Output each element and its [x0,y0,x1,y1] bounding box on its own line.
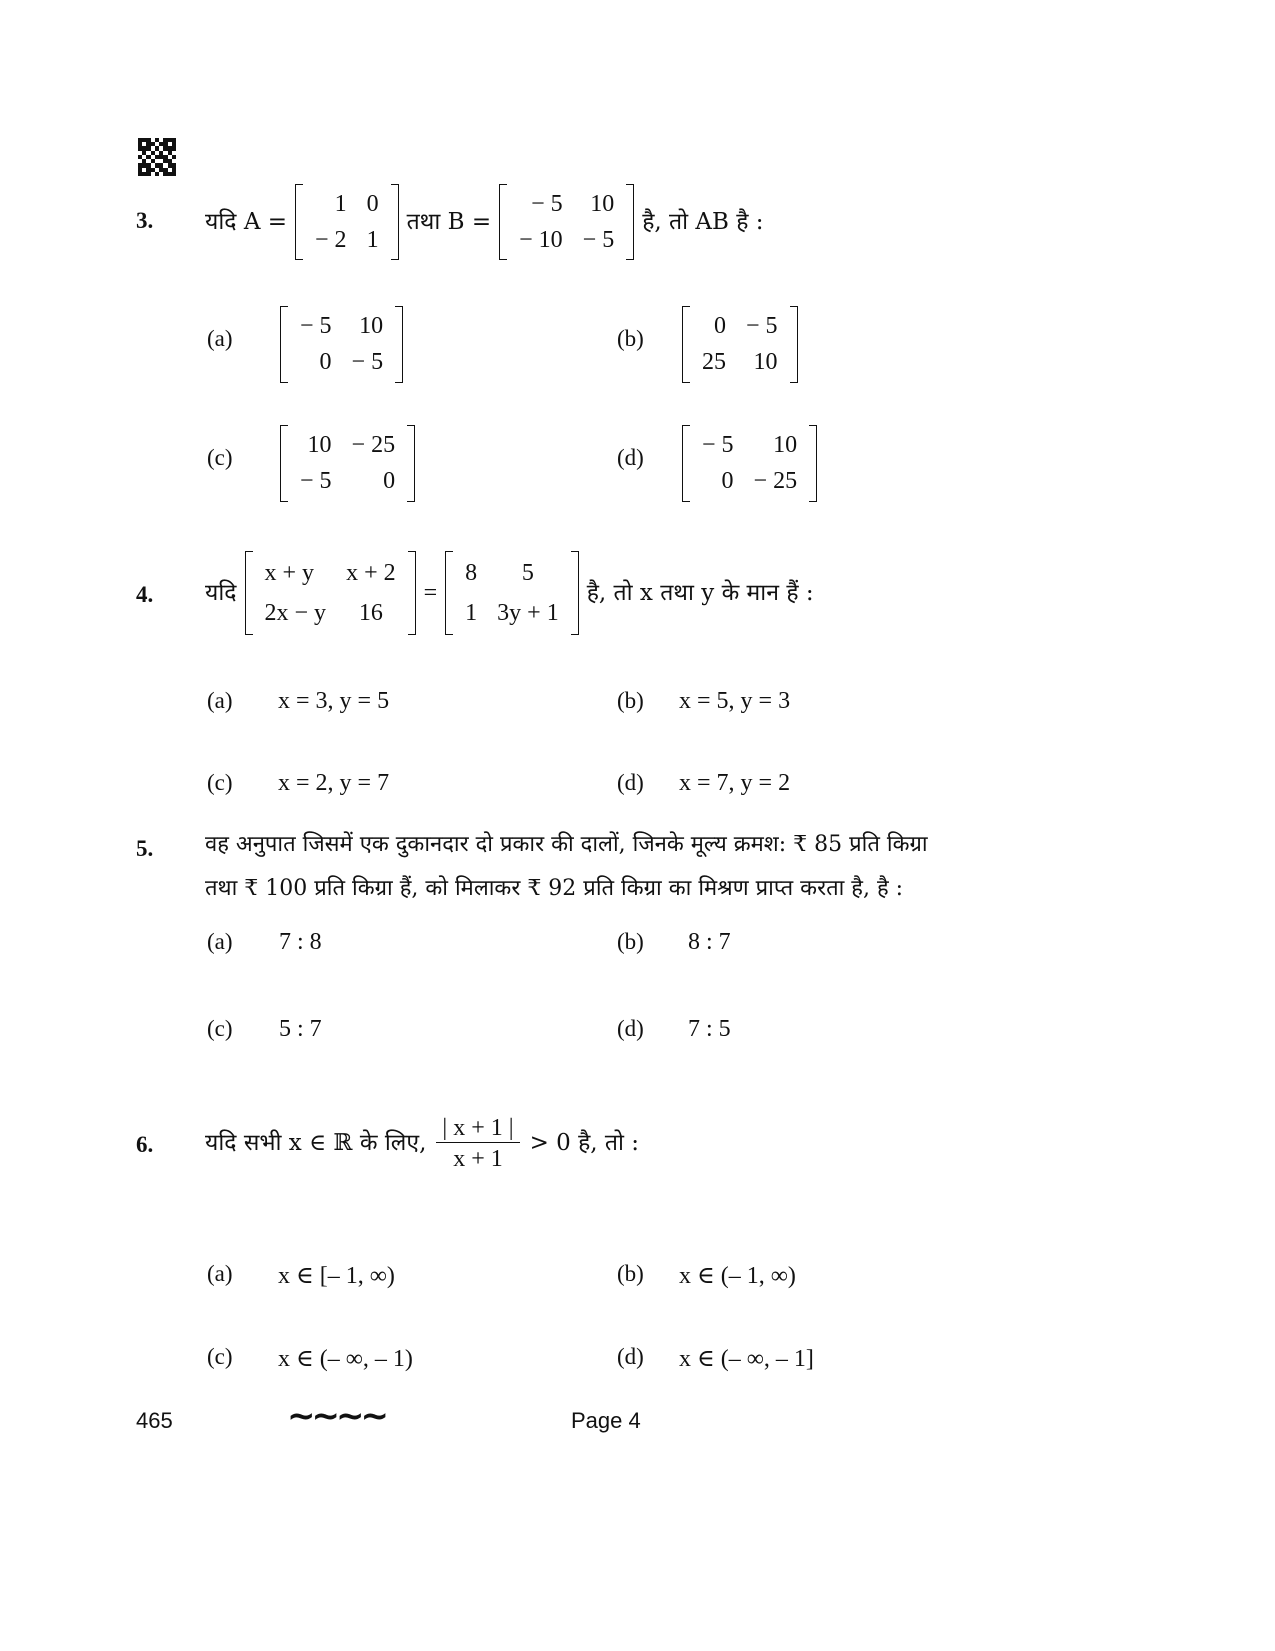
question-3-stem [205,190,764,254]
option-d-matrix: − 5 10 0 − 25 [682,425,817,502]
option-a-text: x = 3, y = 5 [278,688,390,714]
option-label: (d) [617,1016,644,1041]
q4-prefix: यदि [205,579,237,606]
option-b-matrix: 0 − 5 25 10 [682,306,798,383]
option-c-text: x = 2, y = 7 [278,770,390,796]
question-number: 3. [136,208,154,233]
option-label: (b) [617,326,644,351]
option-b-text: x = 5, y = 3 [679,688,791,714]
option-label: (c) [207,770,233,795]
qr-code-icon [138,138,176,176]
option-label: (c) [207,1344,233,1369]
option-label: (d) [617,770,644,795]
option-c-matrix: 10 − 25 − 5 0 [280,425,415,502]
option-label: (c) [207,445,233,470]
fraction [436,1116,519,1171]
option-a-matrix: − 5 10 0 − 5 [280,306,403,383]
question-5-line-1: वह अनुपात जिसमें एक दुकानदार दो प्रकार की दालों, जिनके मूल्य क्रमश: ₹ 85 प्रति किग्रा [205,832,928,857]
q3-prefix: यदि A = [205,208,288,235]
option-a-text: 7 : 8 [279,929,322,955]
equals-sign: = [423,580,438,606]
ornament: ~~~~ [287,1396,385,1436]
matrix-right: 8 5 1 3y + 1 [445,551,579,636]
q3-mid: तथा B = [406,208,492,235]
matrix-B: − 5 10 − 10 − 5 [499,184,634,261]
question-number: 5. [136,836,154,861]
option-c-text: x ∈ (– ∞, – 1) [278,1346,413,1372]
matrix-A: 1 0 − 2 1 [295,184,399,261]
option-label: (a) [207,326,233,351]
option-d-text: 7 : 5 [688,1016,731,1042]
fraction-numerator: | x + 1 | [436,1116,519,1143]
question-5-line-2: तथा ₹ 100 प्रति किग्रा हैं, को मिलाकर ₹ 92 प्रति किग्रा का मिश्रण प्राप्त करता है, है : [205,876,904,901]
page-number: Page 4 [571,1408,641,1433]
option-label: (b) [617,1261,644,1286]
q3-suffix: है, तो AB है : [642,208,764,235]
option-label: (d) [617,1344,644,1369]
question-number: 4. [136,582,154,607]
option-label: (d) [617,445,644,470]
q6-prefix: यदि सभी x ∈ ℝ के लिए, [205,1129,427,1156]
matrix-left: x + y x + 2 2x − y 16 [245,551,416,636]
option-d-text: x ∈ (– ∞, – 1] [679,1346,814,1372]
option-d-text: x = 7, y = 2 [679,770,791,796]
question-6-stem [205,1108,639,1178]
option-label: (a) [207,1261,233,1286]
option-label: (b) [617,929,644,954]
paper-code: 465 [136,1408,173,1433]
option-a-text: x ∈ [– 1, ∞) [278,1263,395,1289]
option-label: (a) [207,688,233,713]
option-label: (b) [617,688,644,713]
question-number: 6. [136,1132,154,1157]
option-b-text: x ∈ (– 1, ∞) [679,1263,796,1289]
fraction-denominator: x + 1 [453,1145,503,1172]
option-label: (a) [207,929,233,954]
option-c-text: 5 : 7 [279,1016,322,1042]
q6-suffix: > 0 है, तो : [529,1129,640,1156]
question-4-stem [205,558,814,628]
option-label: (c) [207,1016,233,1041]
q4-suffix: है, तो x तथा y के मान हैं : [586,579,814,606]
option-b-text: 8 : 7 [688,929,731,955]
